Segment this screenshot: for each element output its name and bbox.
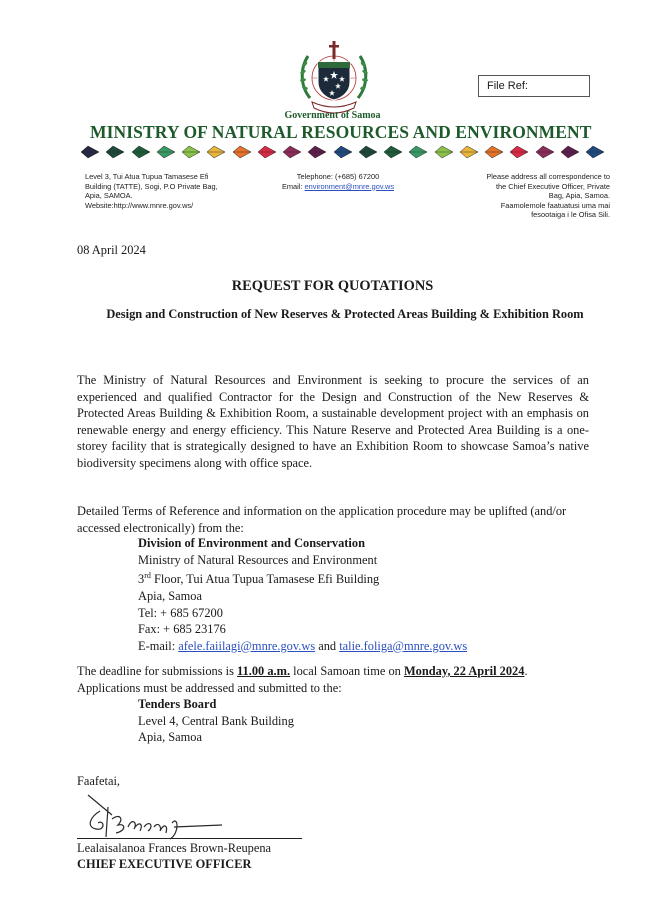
samoa-coat-of-arms-icon — [296, 38, 372, 116]
floor-ordinal: rd — [144, 571, 151, 581]
email-label: E-mail: — [138, 638, 179, 653]
decorative-diamond-row — [80, 145, 605, 159]
letter-date: 08 April 2024 — [77, 243, 146, 257]
diamond-icon — [560, 145, 580, 159]
division-fax: Fax: + 685 23176 — [138, 622, 226, 637]
diamond-icon — [509, 145, 529, 159]
ministry-email-link[interactable]: environment@mnre.gov.ws — [304, 181, 395, 191]
diamond-icon — [181, 145, 201, 159]
ministry-address — [85, 172, 218, 210]
diamond-icon — [383, 145, 403, 159]
floor-number: 3 — [138, 572, 145, 587]
diamond-icon — [484, 145, 504, 159]
signer-block — [77, 840, 271, 872]
division-ministry: Ministry of Natural Resources and Environment — [138, 552, 378, 567]
diamond-icon — [585, 145, 605, 159]
deadline-line — [77, 663, 597, 680]
file-ref-label: File Ref: — [487, 80, 528, 92]
deadline-prefix: The deadline for submissions is — [77, 664, 238, 678]
deadline-paragraph — [77, 663, 597, 696]
telephone-line: Telephone: (+685) 67200 — [296, 172, 380, 181]
document-subtitle: Design and Construction of New Reserves & Protected Areas Building & Exhibition Room — [106, 307, 584, 321]
diamond-icon — [459, 145, 479, 159]
signature-icon — [82, 793, 232, 843]
terms-paragraph: Detailed Terms of Reference and information on the application procedure may be uplifted (and/or accessed electronically) from the: — [77, 504, 567, 535]
division-contact-block — [138, 535, 467, 654]
diamond-icon — [333, 145, 353, 159]
diamond-icon — [307, 145, 327, 159]
correspondence-line: Please address all correspondence to — [486, 172, 610, 181]
diamond-icon — [232, 145, 252, 159]
correspondence-line: Bag, Apia, Samoa. — [548, 191, 610, 201]
division-name: Division of Environment and Conservation — [138, 536, 365, 550]
closing-salutation: Faafetai, — [77, 774, 120, 788]
correspondence-note — [430, 172, 610, 220]
signer-name: Lealaisalanoa Frances Brown-Reupena — [77, 841, 272, 855]
government-label: Government of Samoa — [284, 110, 381, 121]
address-line: Building (TATTE), Sogi, P.O Private Bag, — [85, 181, 218, 191]
ministry-contact — [254, 172, 422, 191]
diamond-icon — [282, 145, 302, 159]
correspondence-line: Faamolemole faatuatusi uma mai — [500, 200, 610, 210]
tenders-board-city: Apia, Samoa — [138, 730, 203, 745]
diamond-icon — [131, 145, 151, 159]
address-line: Level 3, Tui Atua Tupua Tamasese Efi — [85, 172, 209, 181]
tenders-board-address: Level 4, Central Bank Building — [138, 713, 294, 728]
email-link-afele[interactable]: afele.faiilagi@mnre.gov.ws — [178, 638, 316, 653]
website-line: Website:http://www.mnre.gov.ws/ — [85, 200, 194, 210]
deadline-date: Monday, 22 April 2024 — [403, 664, 525, 678]
correspondence-line: the Chief Executive Officer, Private — [495, 181, 610, 191]
email-line — [254, 182, 422, 192]
email-link-talie[interactable]: talie.foliga@mnre.gov.ws — [339, 638, 468, 653]
address-line: Apia, SAMOA. — [85, 191, 133, 201]
diamond-icon — [257, 145, 277, 159]
division-email-line — [138, 638, 467, 655]
diamond-icon — [535, 145, 555, 159]
floor-building: Floor, Tui Atua Tupua Tamasese Efi Building — [150, 572, 380, 587]
email-label: Email: — [281, 181, 305, 191]
tenders-board-name: Tenders Board — [138, 697, 217, 711]
intro-paragraph: The Ministry of Natural Resources and Environment is seeking to procure the services of an experienced and qualified Contractor for the Design and Construction of the New Reserves & Protected Areas Building & Exhibition Room, a sustainable development project with an emphasis on renewable energy and energy efficiency. This Nature Reserve and Protected Area Building is a one-storey facility that is strategically designed to have an Exhibition Room to showcase Samoa’s native biodiversity specimens along with office space. — [77, 373, 589, 470]
deadline-suffix: . — [524, 664, 528, 678]
diamond-icon — [408, 145, 428, 159]
diamond-icon — [206, 145, 226, 159]
diamond-icon — [156, 145, 176, 159]
division-floor — [138, 568, 467, 588]
signer-title: CHIEF EXECUTIVE OFFICER — [77, 857, 252, 871]
ministry-title: MINISTRY OF NATURAL RESOURCES AND ENVIRONMENT — [90, 122, 592, 142]
division-city: Apia, Samoa — [138, 588, 203, 603]
email-conjunction: and — [315, 638, 340, 653]
file-ref-box — [478, 75, 590, 97]
diamond-icon — [358, 145, 378, 159]
diamond-icon — [434, 145, 454, 159]
submission-instruction: Applications must be addressed and submitted to the: — [77, 680, 342, 695]
correspondence-line: fesootaiga i le Ofisa Sili. — [531, 210, 610, 220]
deadline-time: 11.00 a.m. — [237, 664, 291, 678]
tenders-board-block — [138, 696, 294, 746]
document-title: REQUEST FOR QUOTATIONS — [231, 278, 434, 294]
diamond-icon — [105, 145, 125, 159]
division-tel: Tel: + 685 67200 — [138, 605, 223, 620]
diamond-icon — [80, 145, 100, 159]
deadline-middle: local Samoan time on — [290, 664, 404, 678]
signature-line — [77, 838, 302, 839]
